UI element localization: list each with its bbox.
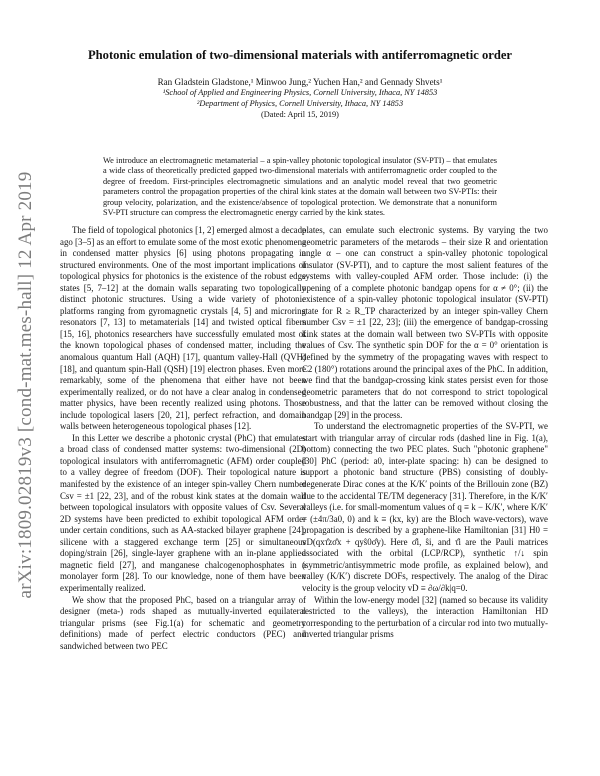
right-column xyxy=(302,225,548,641)
author-list: Ran Gladstein Gladstone,¹ Minwoo Jung,² Yuchen Han,² and Gennady Shvets¹ xyxy=(157,77,443,87)
affiliation-1: ¹School of Applied and Engineering Physics, Cornell University, Ithaca, NY 14853 xyxy=(162,88,438,97)
paper-title: Photonic emulation of two-dimensional materials with antiferromagnetic order xyxy=(87,48,513,62)
dated-line: (Dated: April 15, 2019) xyxy=(261,110,339,119)
body-paragraph: Within the low-energy model [32] (named so because its validity restricted to the valleys), the interaction Hamiltonian HD corresponding to the perturbation of a circular rod into two mutually-inverted triangular prisms xyxy=(302,594,548,640)
arxiv-identifier: arXiv:1809.02819v3 [cond-mat.mes-hall] 12 Apr 2019 xyxy=(15,171,36,599)
body-paragraph: To understand the electromagnetic properties of the SV-PTI, we start with triangular array of circular rods (dashed line in Fig. 1(a), bottom) connecting the two PEC plates. Such "photonic graphene" [30] PhC (period: a0, inter-plate spacing: h) can be designed to support a photonic band structure (PBS) consisting of doubly-degenerate Dirac cones at the K/K′ points of the Brillouin zone (BZ) due to the accidental TE/TM degeneracy [31]. Therefore, in the K/K′ valleys (i.e. for small-momentum values of q ≡ k − K/K′, where K/K′ = (±4π/3a0, 0) and k ≡ (kx, ky) are the Bloch wave-vectors), wave propagation is described by a graphene-like Hamiltonian [31] H0 = vD(qxτ̂zσ̂x + qyŝ0σ̂y). Here σ̂i, ŝi, and τ̂i are the Pauli matrices associated with the orbital (LCP/RCP), synthetic ↑/↓ spin (symmetric/antisymmetric mode profile, as explained below), and valley (K/K′) discrete DOFs, respectively. The analog of the Dirac velocity is the group velocity vD ≡ ∂ω/∂k|q=0. xyxy=(302,421,548,593)
body-paragraph: The field of topological photonics [1, 2] emerged almost a decade ago [3–5] as an effort to emulate some of the most exotic phenomena in condensed matter physics [6] using photons propagating in structured environments. One of the most important implications of topological physics for photonics is the existence of the robust edge states [5, 7–12] at the domain walls separating two topologically distinct photonic structures. Using a wide variety of photonic platforms ranging from gyromagnetic crystals [4, 5] and microring resonators [7, 13] to metamaterials [14] and twisted optical fibers [15, 16], photonics researchers have successfully emulated most of the known topological phases of condensed matter, including the anomalous quantum Hall (AQH) [17], quantum valley-Hall (QVH) [18], and quantum spin-Hall (QSH) [19] electron phases. Even more remarkably, some of the phenomena that either have not been experimentally realized, or do not have a clear analog in condensed matter physics, have been recently realized using photons. Those include topological lasers [20, 21], perfect refraction, and domain walls between heterogeneous topological phases [12]. xyxy=(60,225,306,432)
paper-header xyxy=(60,48,540,120)
affiliation-2: ²Department of Physics, Cornell University, Ithaca, NY 14853 xyxy=(196,98,404,108)
left-column xyxy=(60,225,306,652)
arxiv-sidebar-stamp xyxy=(6,150,46,620)
body-paragraph: We show that the proposed PhC, based on a triangular array of designer (meta-) rods shaped as mutually-inverted equilateral triangular prisms (see Fig.1(a) for schematic and geometry definitions) made of perfect electric conductors (PEC) and sandwiched between two PEC xyxy=(60,594,306,651)
body-paragraph: plates, can emulate such electronic systems. By varying the two geometric parameters of the metarods – their size R and orientation angle α – one can construct a spin-valley photonic topological insulator (SV-PTI), and to capture the most salient features of the systems with valley-coupled AFM order. Those include: (i) the opening of a complete photonic bandgap opens for α ≠ 0°; (ii) the existence of a spin-valley photonic topological insulator (SV-PTI) state for R ≥ R_TP characterized by an integer spin-valley Chern number Csv = ±1 [22, 23]; (iii) the emergence of bandgap-crossing kink states at the domain wall between two SV-PTIs with opposite values of Csv. The synthetic spin DOF for the α = 0° orientation is defined by the symmetry of the propagating waves with respect to C2 (180°) rotations around the principal axes of the PhC. In addition, we find that the bandgap-crossing kink states persist even for those geometric parameters that do not correspond to strict topological robustness, and that the latter can be removed without closing the bandgap [29] in the process. xyxy=(302,225,548,420)
abstract: We introduce an electromagnetic metamaterial – a spin-valley photonic topological insulator (SV-PTI) – that emulates a wide class of theoretically predicted gapped two-dimensional materials with antiferromagnetic order coupled to the degree of freedom. First-principles electromagnetic simulations and an analytic model reveal that two geometric parameters control the propagation properties of the chiral kink states at the domain wall between two SV-PTIs: their group velocity, polarization, and the existence/absence of topological protection. We demonstrate that a nonuniform SV-PTI structure can compress the electromagnetic energy carried by the kink states. xyxy=(103,156,497,218)
body-paragraph: In this Letter we describe a photonic crystal (PhC) that emulates a broad class of condensed matter systems: two-dimensional (2D) topological insulators with antiferromagnetic (AFM) order coupled to a valley degree of freedom (DOF). Their topological nature is manifested by the existence of an integer spin-valley Chern number Csv = ±1 [22, 23], and of the robust kink states at the domain wall between topological insulators with opposite values of Csv. Several 2D systems have been predicted to exhibit topological AFM order under certain conditions, such as AA-stacked bilayer graphene [24], silicene with a staggered exchange term [25] or simultaneous doping/strain [26], single-layer graphene with an in-plane applied magnetic field [27], and manganese chalcogenophosphates in a monolayer form [28]. To our knowledge, none of them have been experimentally realized. xyxy=(60,432,306,593)
